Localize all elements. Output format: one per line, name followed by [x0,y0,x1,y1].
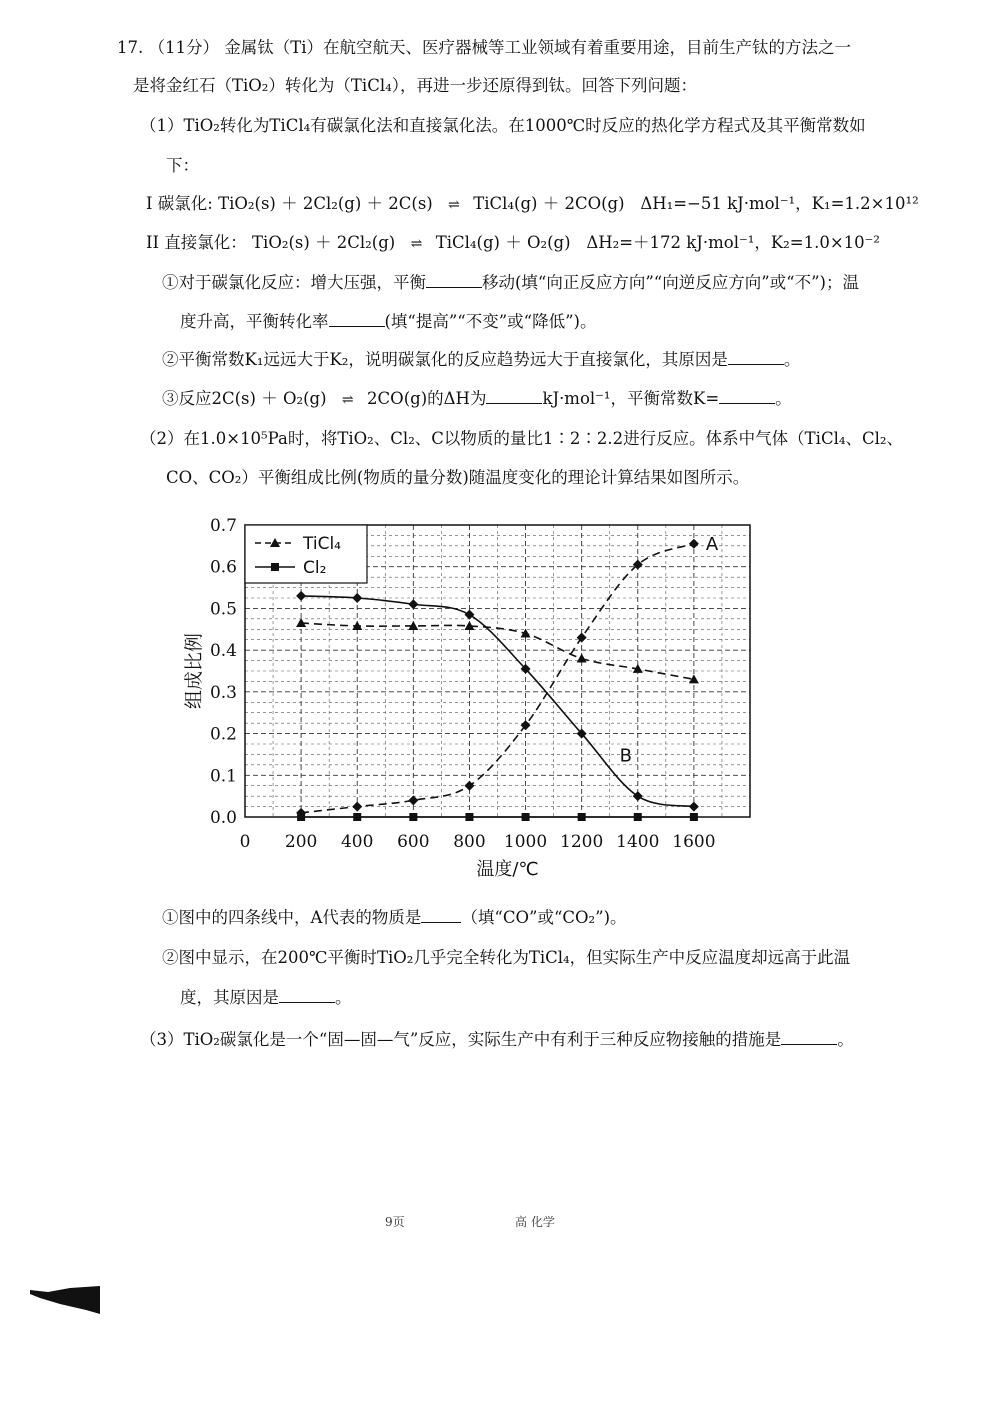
x-tick-label: 1400 [616,832,660,852]
equation-2 [146,231,880,256]
answer-blank[interactable] [781,1030,837,1045]
data-point [296,591,306,601]
data-point [522,813,530,821]
equilibrium-arrow-icon: ⇌ [448,197,458,213]
part2-q2-cont [180,986,352,1010]
part2-q2-text-c: 。 [335,988,352,1007]
data-point [633,791,643,801]
part2-intro-cont: CO、CO₂）平衡组成比例(物质的量分数)随温度变化的理论计算结果如图所示。 [166,468,750,487]
data-point [577,633,587,643]
data-point [690,813,698,821]
page-number: 9页 [385,1215,405,1229]
y-axis-label: 组成比例 [183,632,205,710]
answer-blank[interactable] [426,273,482,288]
x-tick-label: 1600 [672,832,716,852]
part1-q3-text-d: 。 [775,389,792,408]
part1-q1-text-b: 移动(填“向正反应方向”“向逆反应方向”或“不”)；温 [482,273,859,292]
y-tick-label: 0.6 [209,557,237,578]
answer-blank[interactable] [421,908,461,923]
x-tick-label: 1000 [503,832,548,852]
part2-q1-text-a: ①图中的四条线中，A代表的物质是 [162,908,422,927]
scan-mark [30,1280,100,1316]
x-tick-label: 400 [340,832,374,852]
part3-question [140,1028,854,1052]
subject-label: 高 化学 [515,1215,555,1229]
y-tick-label: 0.7 [209,516,237,536]
part1-q1-text-d: (填“提高”“不变”或“降低”)。 [384,312,597,331]
equilibrium-arrow-icon: ⇌ [341,392,352,408]
part1-q3-text-a: ③反应2C(s) ＋ O₂(g) [162,389,327,408]
part1-q3 [162,387,792,412]
part1-q2-text-a: ②平衡常数K₁远远大于K₂，说明碳氯化的反应趋势远大于直接氯化，其原因是 [162,350,728,369]
part2-q2: ②图中显示，在200℃平衡时TiO₂几乎完全转化为TiCl₄，但实际生产中反应温度却远高于此温 [162,948,851,967]
part1-q3-text-c: kJ·mol⁻¹，平衡常数K= [542,389,720,408]
x-axis-label: 温度/℃ [476,859,539,880]
part3-text-a: （3）TiO₂碳氯化是一个“固—固—气”反应，实际生产中有利于三种反应物接触的措施是 [140,1030,782,1049]
part1-q1-cont [180,310,597,334]
data-point [464,610,474,620]
part1-q2 [162,348,800,372]
question-score: （11分） [148,38,219,57]
part1-intro: （1）TiO₂转化为TiCl₄有碳氯化法和直接氯化法。在1000℃时反应的热化学方程式及其平衡常数如 [140,116,866,135]
equation-2-label: II 直接氯化： [146,233,247,252]
part2-q1-text-b: （填“CO”或“CO₂”)。 [461,908,627,927]
part1-q1-text-c: 度升高，平衡转化率 [180,312,329,331]
data-point [408,599,418,609]
equation-1-rhs: TiCl₄(g) ＋ 2CO(g) [473,194,625,213]
legend-label: TiCl₄ [303,534,341,554]
x-tick-label: 0 [239,832,251,852]
data-point [353,813,361,821]
data-point [352,802,362,812]
part1-q1-text-a: ①对于碳氯化反应：增大压强，平衡 [162,273,426,292]
y-tick-label: 0.3 [209,682,237,703]
y-tick-label: 0.5 [209,599,237,620]
part1-q2-text-b: 。 [783,350,801,369]
part1-q1 [162,271,859,295]
x-tick-label: 600 [397,832,430,852]
series-label: B [619,745,633,767]
data-point [408,795,418,805]
answer-blank[interactable] [279,988,335,1003]
x-tick-label: 800 [453,832,486,852]
equation-1 [146,192,919,217]
data-point [577,653,587,662]
question-intro: 金属钛（Ti）在航空航天、医疗器械等工业领域有着重要用途，目前生产钛的方法之一 [224,38,852,57]
data-point [578,813,586,821]
question-header [117,36,851,60]
answer-blank[interactable] [728,350,784,365]
series-label: A [705,533,719,555]
equation-1-lhs: TiO₂(s) ＋ 2Cl₂(g) ＋ 2C(s) [218,194,433,213]
equation-1-label: I 碳氯化: [146,194,213,213]
data-point [465,813,473,821]
y-tick-label: 0.0 [209,808,237,828]
data-point [634,813,642,821]
answer-blank[interactable] [486,389,542,404]
question-intro-line2: 是将金红石（TiO₂）转化为（TiCl₄），再进一步还原得到钛。回答下列问题： [133,76,697,95]
data-point [464,781,474,791]
data-point [352,593,362,603]
legend-label: Cl₂ [303,558,327,578]
composition-chart [170,505,770,900]
answer-blank[interactable] [329,312,385,327]
answer-blank[interactable] [719,389,775,404]
equation-2-lhs: TiO₂(s) ＋ 2Cl₂(g) [252,233,396,252]
x-tick-label: 200 [284,832,318,852]
part1-intro-cont: 下： [166,156,199,175]
data-point [409,813,417,821]
part2-intro: （2）在1.0×10⁵Pa时，将TiO₂、Cl₂、C以物质的量比1∶2∶2.2进行反应。体系中气体（TiCl₄、Cl₂、 [140,429,903,448]
part1-q3-text-b: 2CO(g)的ΔH为 [367,389,487,408]
y-tick-label: 0.1 [209,766,237,787]
part3-text-b: 。 [837,1030,854,1049]
legend-marker [271,563,279,571]
x-tick-label: 1200 [560,832,604,852]
y-tick-label: 0.4 [209,641,237,662]
data-point [689,802,699,812]
question-number: 17. [117,38,144,57]
equilibrium-arrow-icon: ⇌ [410,236,421,252]
chart-legend [245,525,367,583]
part2-q2-text-b: 度，其原因是 [180,988,279,1007]
equation-2-rhs: TiCl₄(g) ＋ O₂(g) [435,233,571,252]
equation-1-dh: ΔH₁=−51 kJ·mol⁻¹，K₁=1.2×10¹² [640,194,919,213]
data-point [689,539,699,549]
equation-2-dh: ΔH₂=＋172 kJ·mol⁻¹，K₂=1.0×10⁻² [586,233,880,252]
y-tick-label: 0.2 [209,724,237,745]
part2-q1 [162,906,627,930]
